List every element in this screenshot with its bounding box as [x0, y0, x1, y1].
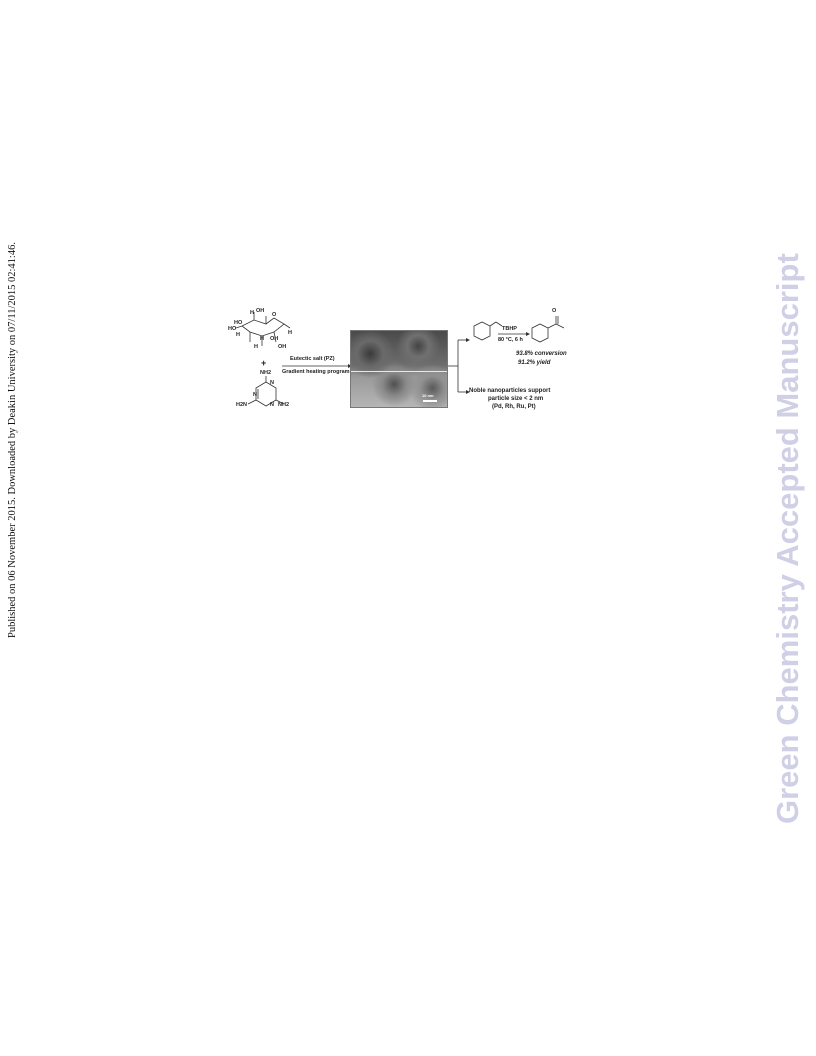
glucose-h-mid: H	[260, 336, 264, 342]
support-line2: particle size < 2 nm	[488, 396, 544, 402]
step-gradient-heating: Gradient heating program	[282, 369, 350, 375]
melamine-n2: N	[253, 392, 257, 398]
plus-sign: +	[261, 358, 267, 368]
melamine-nh2-right: NH2	[278, 402, 290, 408]
yield-value: 91.2% yield	[518, 360, 551, 366]
glucose-h-bottom: H	[254, 344, 258, 350]
accepted-manuscript-watermark: Green Chemistry Accepted Manuscript	[770, 253, 805, 824]
published-download-note: Published on 06 November 2015. Downloaded by Deakin University on 07/11/2015 02:41:46.	[7, 242, 18, 638]
scale-bar	[423, 400, 437, 402]
glucose-oh-mid: OH	[270, 336, 279, 342]
glucose-ho-left1: HO	[234, 320, 243, 326]
melamine-nh2-top: NH2	[260, 370, 272, 376]
glucose-o-ring: O	[272, 312, 277, 318]
step-eutectic-salt: Eutectic salt (PZ)	[290, 356, 335, 362]
melamine-n3: N	[270, 402, 274, 408]
melamine-h2n-left: H2N	[236, 402, 248, 408]
support-line3: (Pd, Rh, Ru, Pt)	[492, 404, 536, 410]
tem-micrograph	[350, 330, 448, 408]
glucose-oh-top: OH	[256, 308, 265, 314]
acetophenone-structure	[532, 316, 564, 342]
scale-bar-label: 10 nm	[422, 393, 434, 398]
glucose-h-right: H	[288, 330, 292, 336]
conversion-value: 93.8% conversion	[516, 351, 567, 357]
glucose-ho-left2: HO	[228, 326, 237, 332]
reaction-condition: 80 °C, 6 h	[498, 337, 523, 343]
reaction-scheme	[226, 306, 590, 426]
reagent-tbhp: TBHP	[502, 326, 517, 332]
glucose-h-left: H	[236, 332, 240, 338]
glucose-oh-bottom: OH	[278, 344, 287, 350]
glucose-h-top: H	[250, 310, 254, 316]
melamine-n1: N	[270, 380, 274, 386]
tem-divider	[351, 371, 447, 372]
ketone-o: O	[552, 308, 557, 314]
support-line1: Noble nanoparticles support	[469, 388, 551, 394]
